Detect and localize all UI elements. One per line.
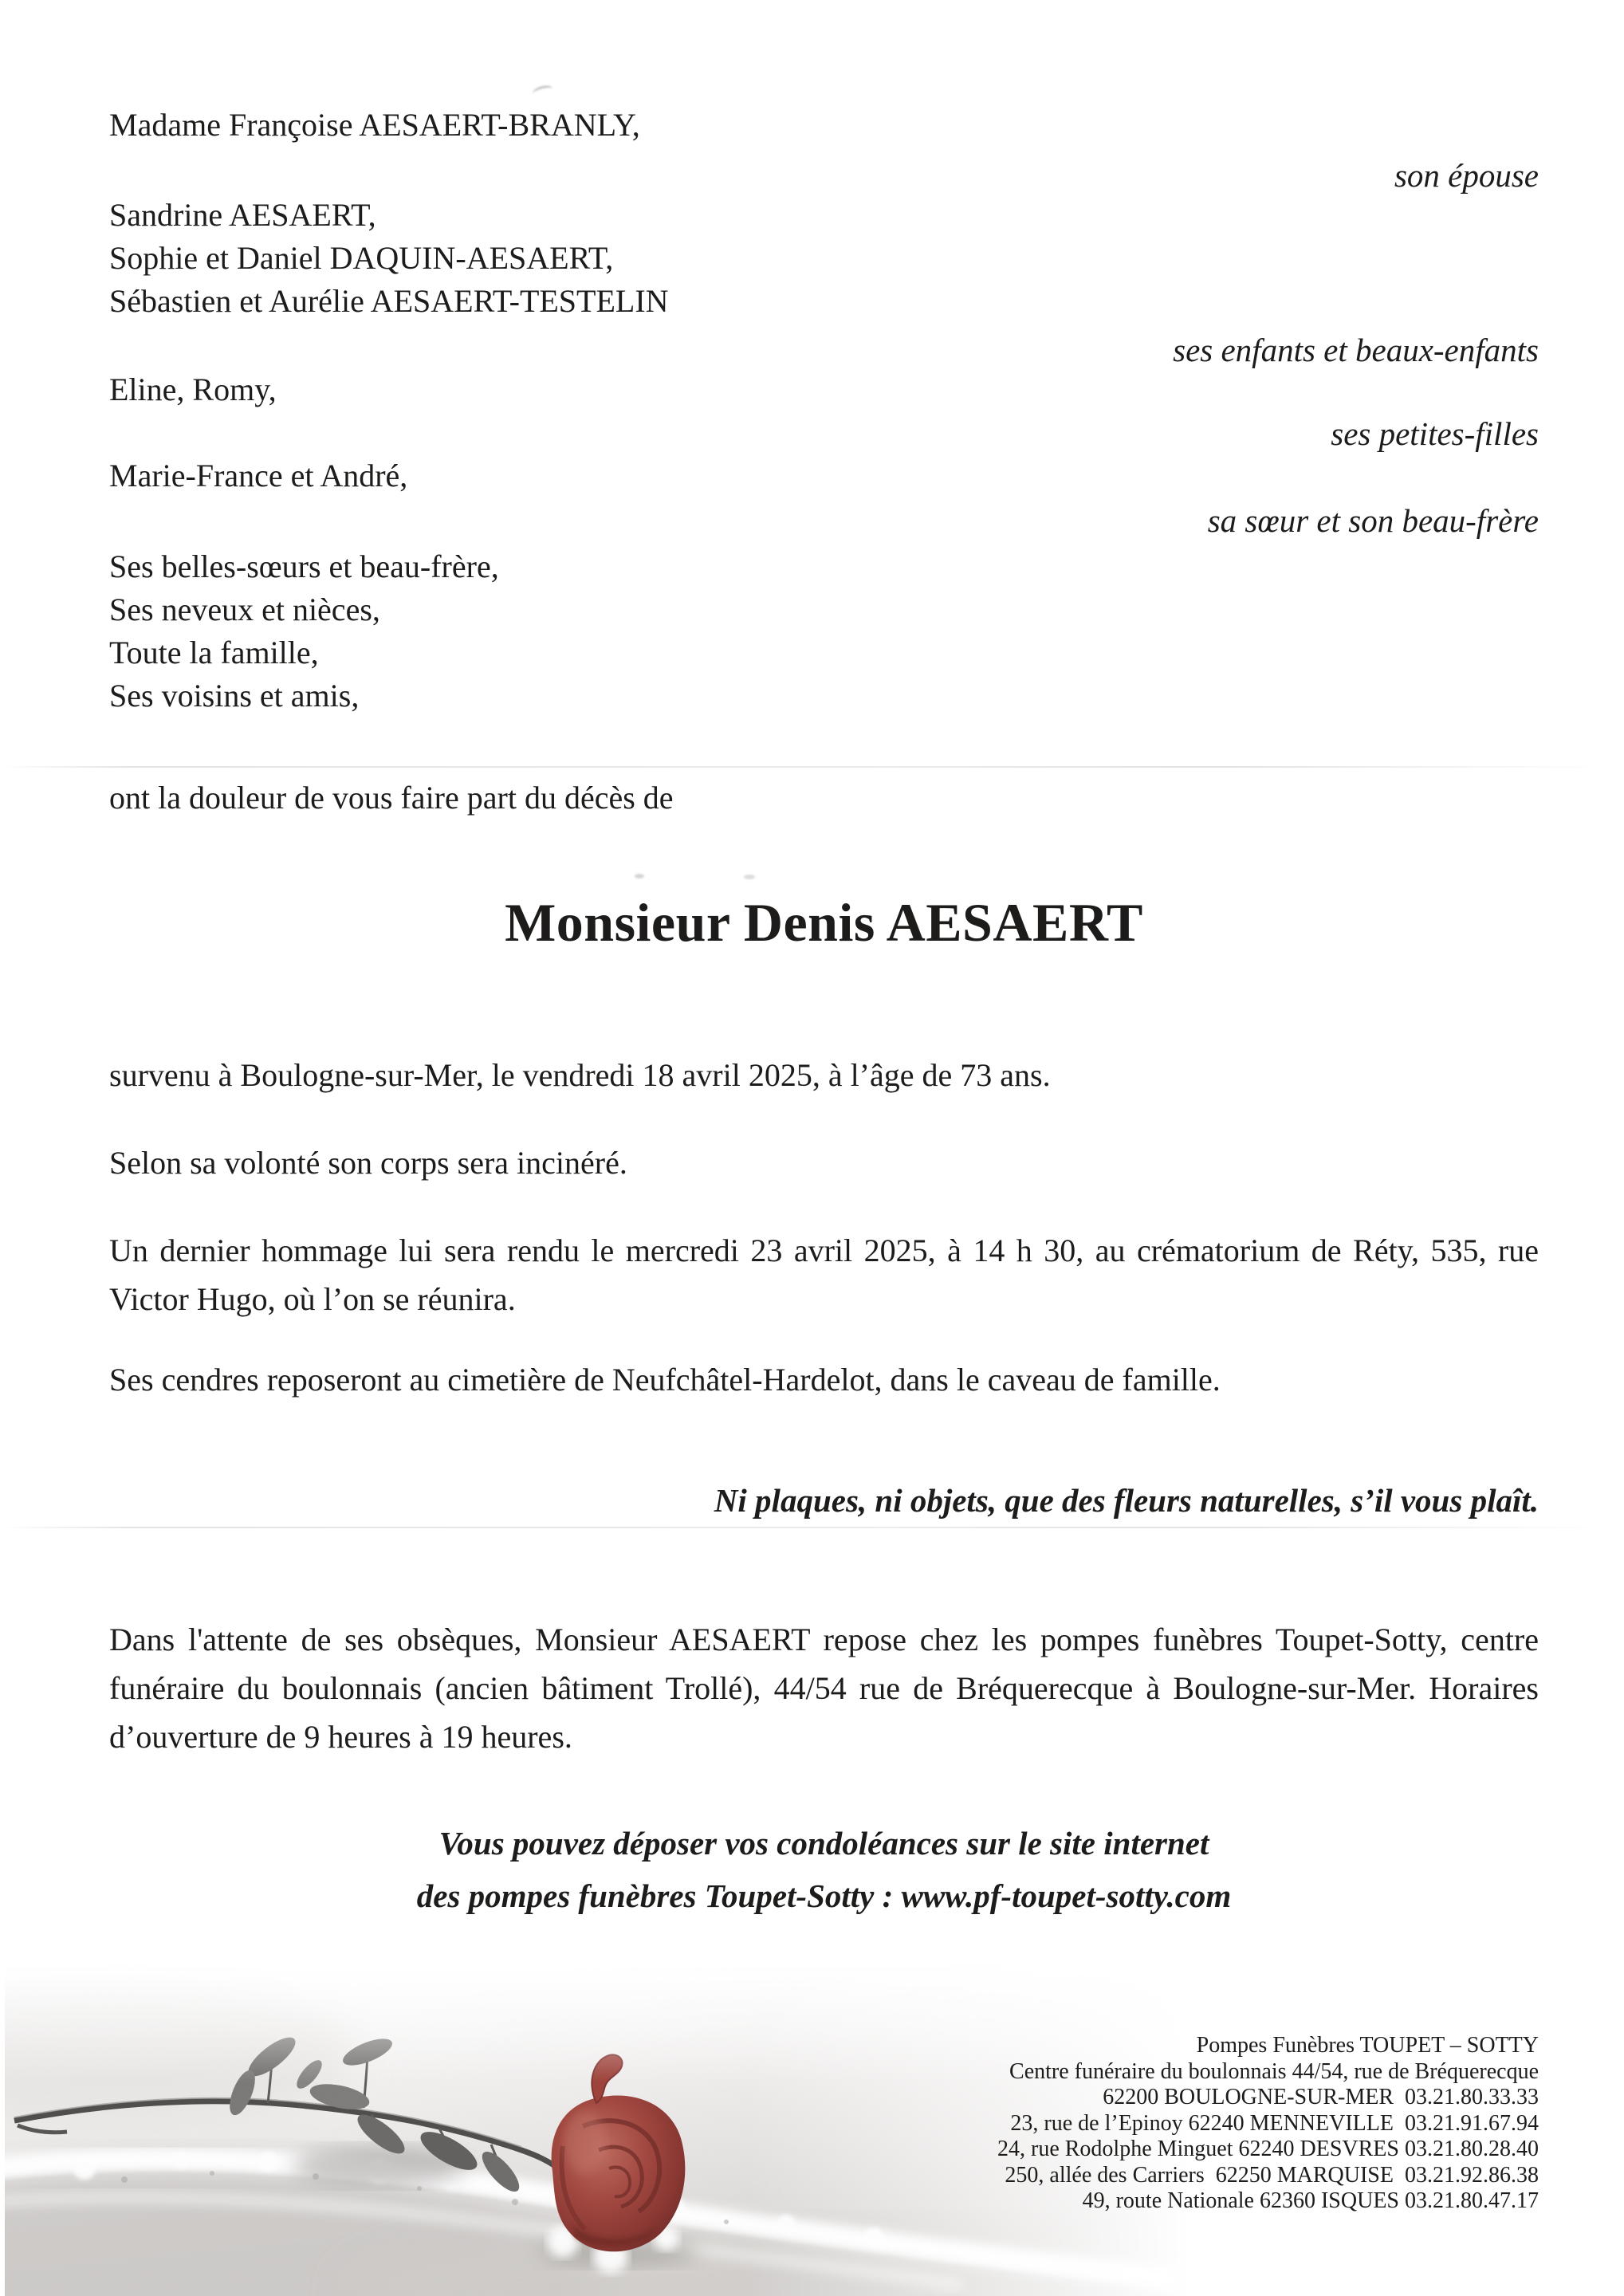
funeral-home-address: 49, route Nationale 62360 ISQUES 03.21.80.47.17	[1082, 2188, 1539, 2213]
announcement-intro: ont la douleur de vous faire part du décès de	[109, 780, 674, 816]
condolences-line: Vous pouvez déposer vos condoléances sur le site internet	[438, 1825, 1209, 1862]
scan-artifact-speck	[635, 874, 644, 879]
scan-artifact-line	[0, 766, 1624, 768]
mourner-line: Ses voisins et amis,	[109, 678, 360, 714]
mourner-line: Ses belles-sœurs et beau-frère,	[109, 548, 499, 584]
mourner-line: Madame Françoise AESAERT-BRANLY,	[109, 107, 640, 143]
scan-artifact-speck	[744, 875, 755, 879]
scan-artifact-line	[0, 1527, 1624, 1528]
scan-artifact-speck	[532, 84, 554, 99]
flowers-request: Ni plaques, ni objets, que des fleurs naturelles, s’il vous plaît.	[714, 1482, 1539, 1519]
relationship-label: ses enfants et beaux-enfants	[1173, 332, 1539, 368]
funeral-home-name: Pompes Funèbres TOUPET – SOTTY	[1196, 2033, 1539, 2058]
funeral-home-address: 250, allée des Carriers 62250 MARQUISE 03.21.92.86.38	[1005, 2162, 1539, 2188]
relationship-label: sa sœur et son beau-frère	[1207, 502, 1539, 539]
condolences-website-line: des pompes funèbres Toupet-Sotty : www.pf-toupet-sotty.com	[416, 1877, 1232, 1914]
mourner-line: Ses neveux et nièces,	[109, 592, 380, 627]
mourner-line: Sandrine AESAERT,	[109, 197, 376, 233]
deceased-name-title: Monsieur Denis AESAERT	[505, 892, 1143, 953]
funeral-home-address: 62200 BOULOGNE-SUR-MER 03.21.80.33.33	[1103, 2085, 1539, 2109]
funeral-home-address: 23, rue de l’Epinoy 62240 MENNEVILLE 03.21.91.67.94	[1010, 2110, 1539, 2136]
relationship-label: son épouse	[1394, 157, 1539, 194]
cremation-wish: Selon sa volonté son corps sera incinéré.	[109, 1145, 627, 1181]
funeral-home-address: Centre funéraire du boulonnais 44/54, rue de Bréquerecque	[1009, 2058, 1539, 2084]
repose-details: Dans l'attente de ses obsèques, Monsieur AESAERT repose chez les pompes funèbres Toupet-Sotty, centre funéraire du boulonnais (ancien bâtiment Trollé), 44/54 rue de Bréquerecque à Boulogne-sur-Mer. Horaires d’ouverture de 9 heures à 19 heures.	[109, 1622, 1539, 1755]
mourner-line: Eline, Romy,	[109, 372, 277, 407]
mourner-line: Marie-France et André,	[109, 458, 408, 493]
tribute-details: Un dernier hommage lui sera rendu le mercredi 23 avril 2025, à 14 h 30, au crématorium de Réty, 535, rue Victor Hugo, où l’on se réunira.	[109, 1233, 1539, 1317]
mourner-line: Sophie et Daniel DAQUIN-AESAERT,	[109, 240, 614, 276]
mourner-line: Toute la famille,	[109, 635, 319, 670]
relationship-label: ses petites-filles	[1331, 415, 1539, 452]
death-details: survenu à Boulogne-sur-Mer, le vendredi 18 avril 2025, à l’âge de 73 ans.	[109, 1057, 1051, 1093]
funeral-home-contact-block	[997, 2033, 1539, 2215]
ashes-details: Ses cendres reposeront au cimetière de Neufchâtel-Hardelot, dans le caveau de famille.	[109, 1362, 1221, 1398]
funeral-home-address: 24, rue Rodolphe Minguet 62240 DESVRES 03.21.80.28.40	[997, 2137, 1539, 2161]
mourner-line: Sébastien et Aurélie AESAERT-TESTELIN	[109, 283, 669, 319]
